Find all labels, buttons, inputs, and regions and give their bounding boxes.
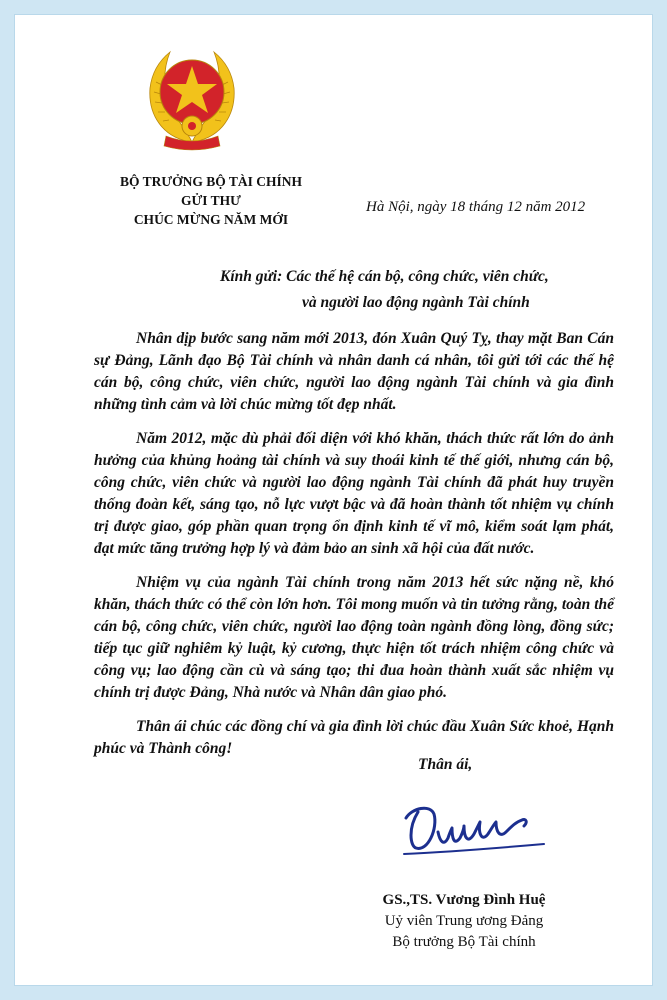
national-emblem-icon [144, 42, 240, 154]
body-paragraph: Thân ái chúc các đồng chí và gia đình lời chúc đầu Xuân Sức khoẻ, Hạnh phúc và Thành công! [94, 718, 614, 757]
signer-name: GS.,TS. Vương Đình Huệ [382, 892, 546, 908]
recipient-line-1: Kính gửi: Các thế hệ cán bộ, công chức, viên chức, [220, 268, 549, 285]
heading-line-1: BỘ TRƯỞNG BỘ TÀI CHÍNH [119, 174, 303, 189]
handwritten-signature [398, 798, 548, 860]
signer-block [314, 890, 614, 953]
signer-title-1: Uỷ viên Trung ương Đảng [384, 913, 544, 929]
body-paragraph: Nhân dịp bước sang năm mới 2013, đón Xuân Quý Tỵ, thay mặt Ban Cán sự Đảng, Lãnh đạo Bộ Tài chính và nhân danh cá nhân, tôi gửi tới các thế hệ cán bộ, công chức, viên chức, người lao động ngành Tài chính và gia đình những tình cảm và lời chúc mừng tốt đẹp nhất. [94, 330, 614, 413]
closing-salutation: Thân ái, [418, 756, 473, 773]
body-paragraph: Năm 2012, mặc dù phải đối diện với khó khăn, thách thức rất lớn do ảnh hưởng của khủng hoảng tài chính và suy thoái kinh tế thế giới, nhưng cán bộ, công chức, viên chức và người lao động ngành Tài chính đã phát huy truyền thống đoàn kết, sáng tạo, nỗ lực vượt bậc và đã hoàn thành tốt nhiệm vụ chính trị được giao, góp phần quan trọng ổn định kinh tế vĩ mô, kiểm soát lạm phát, đạt mức tăng trưởng hợp lý và đảm bảo an sinh xã hội của đất nước. [94, 430, 614, 557]
recipient-line-2: và người lao động ngành Tài chính [302, 294, 530, 311]
letter-body [94, 328, 614, 772]
signer-title-2: Bộ trưởng Bộ Tài chính [392, 934, 536, 950]
heading-line-2: GỬI THƯ [181, 193, 241, 208]
recipient-block [220, 264, 640, 316]
letter-heading [96, 172, 326, 229]
letter-date: Hà Nội, ngày 18 tháng 12 năm 2012 [366, 199, 586, 215]
heading-line-3: CHÚC MỪNG NĂM MỚI [133, 212, 289, 227]
body-paragraph: Nhiệm vụ của ngành Tài chính trong năm 2013 hết sức nặng nề, khó khăn, thách thức có thể còn lớn hơn. Tôi mong muốn và tin tưởng rằng, toàn thể cán bộ, công chức, viên chức, người lao động toàn ngành đồng lòng, đồng sức; tiếp tục giữ nghiêm kỷ luật, kỷ cương, thực hiện tốt trách nhiệm công chức và công vụ; lao động cần cù và sáng tạo; thi đua hoàn thành xuất sắc nhiệm vụ chính trị được Đảng, Nhà nước và Nhân dân giao phó. [94, 574, 614, 701]
